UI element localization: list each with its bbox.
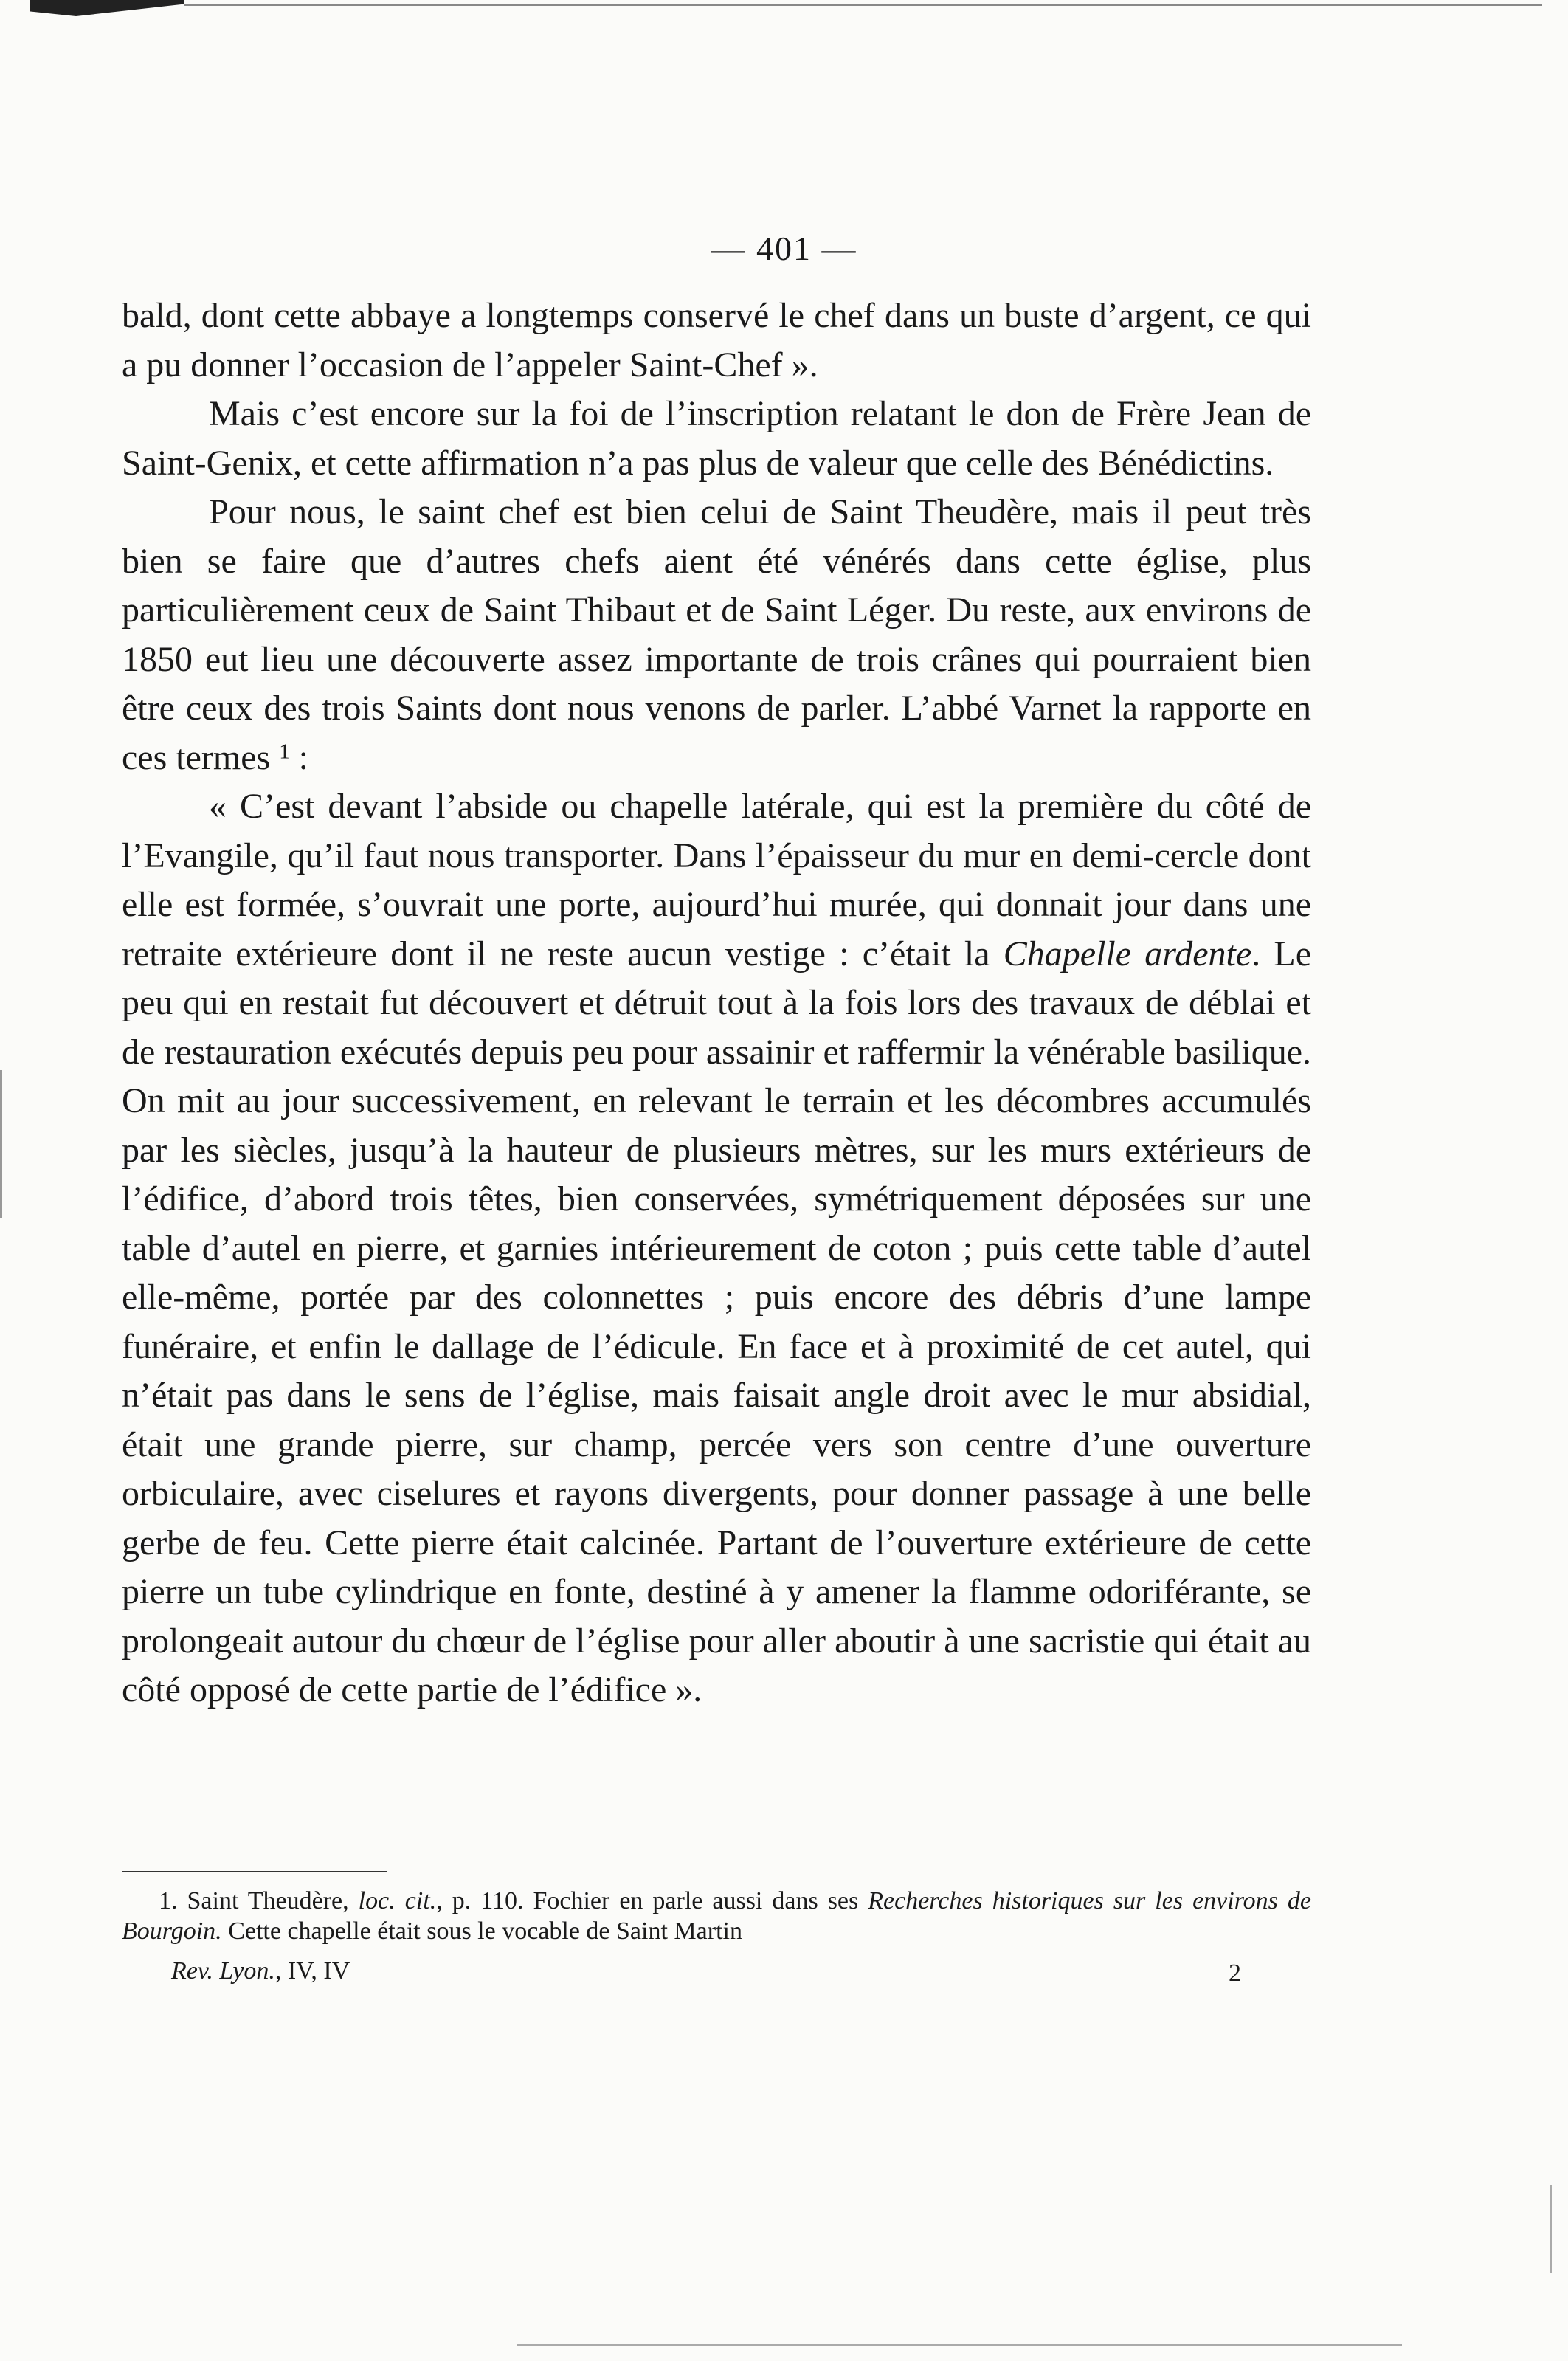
footnote-text-3: Cette chapelle était sous le vocable de Saint Martin	[221, 1917, 742, 1945]
quotation-part-1: « C’est devant l’abside ou chapelle latérale, qui est la première du côté de l’Evangile, qu’il faut nous transporter. Dans l’épaisseur du mur en demi-cercle dont elle est formée, s’ouvrait une porte, aujourd’hui murée, qui donnait jour dans une retraite extérieure dont il ne reste aucun vestige : c’était la	[122, 787, 1311, 973]
quotation-part-2: . Le peu qui en restait fut découvert et détruit tout à la fois lors des travaux de déblai et de restauration exécutés depuis peu pour assainir et raffermir la vénérable basilique. On mit au jour successivement, en relevant le terrain et les décombres accumulés par les siècles, jusqu’à la hauteur de plusieurs mètres, sur les murs extérieurs de l’édifice, d’abord trois têtes, bien conservées, symétriquement déposées sur une table d’autel en pierre, et garnies intérieurement de coton ; puis cette table d’autel elle-même, portée par des colonnettes ; puis encore des débris d’une lampe funéraire, et enfin le dallage de l’édicule. En face et à proximité de cet autel, qui n’était pas dans le sens de l’église, mais faisait angle droit avec le mur absidial, était une grande pierre, sur champ, percée vers son centre d’une ouverture orbiculaire, avec ciselures et rayons divergents, pour donner passage à une belle gerbe de feu. Cette pierre était calcinée. Partant de l’ouverture extérieure de cette pierre un tube cylindrique en fonte, destiné à y amener la flamme odoriférante, se prolongeait autour du chœur de l’église pour aller aboutir à une sacristie qui était au côté opposé de cette partie de l’édifice ».	[122, 934, 1312, 1709]
sheet-signature-mark: 2	[1229, 1960, 1241, 1987]
paragraph-4-quotation	[122, 782, 1311, 1715]
journal-abbrev: Rev. Lyon.	[171, 1957, 275, 1985]
footnote-italic-1: loc. cit.	[358, 1887, 437, 1914]
chapelle-ardente-italic: Chapelle ardente	[1003, 934, 1252, 973]
paragraph-2: Mais c’est encore sur la foi de l’inscription relatant le don de Frère Jean de Saint-Genix, et cette affirmation n’a pas plus de valeur que celle des Bénédictins.	[122, 394, 1311, 483]
footnote-text-1: Saint Theudère,	[177, 1887, 359, 1914]
body-text	[122, 292, 1311, 1715]
footnote-reference[interactable]: 1	[279, 740, 290, 764]
page-number: — 401 —	[711, 230, 857, 267]
scan-artifact-top-left	[30, 0, 184, 16]
signature-line	[171, 1957, 350, 1985]
scan-artifact-bottom-line	[517, 2344, 1402, 2346]
paragraph-3	[122, 488, 1311, 782]
paragraph-1: bald, dont cette abbaye a longtemps conservé le chef dans un buste d’argent, ce qui a pu donner l’occasion de l’appeler Saint-Chef ».	[122, 296, 1311, 385]
footnote-divider	[122, 1871, 387, 1872]
footnote	[122, 1886, 1311, 1946]
scan-artifact-right-edge	[1550, 2185, 1552, 2273]
footnote-number: 1.	[159, 1887, 178, 1914]
footnote-italic-2: Recherches historiques sur les environs de Bourgoin.	[122, 1887, 1311, 1945]
scan-artifact-left-edge	[0, 1070, 2, 1218]
paragraph-3-end: :	[289, 737, 308, 777]
footnote-text-2: , p. 110. Fochier en parle aussi dans ses	[436, 1887, 868, 1914]
paragraph-3-text: Pour nous, le saint chef est bien celui de Saint Theudère, mais il peut très bien se faire que d’autres chefs aient été vénérés dans cette église, plus particulièrement ceux de Saint Thibaut et de Saint Léger. Du reste, aux environs de 1850 eut lieu une découverte assez importante de trois crânes qui pourraient bien être ceux des trois Saints dont nous venons de parler. L’abbé Varnet la rapporte en ces termes	[122, 492, 1311, 777]
journal-volume: , IV, IV	[274, 1957, 350, 1985]
scan-artifact-top-line	[184, 4, 1542, 6]
